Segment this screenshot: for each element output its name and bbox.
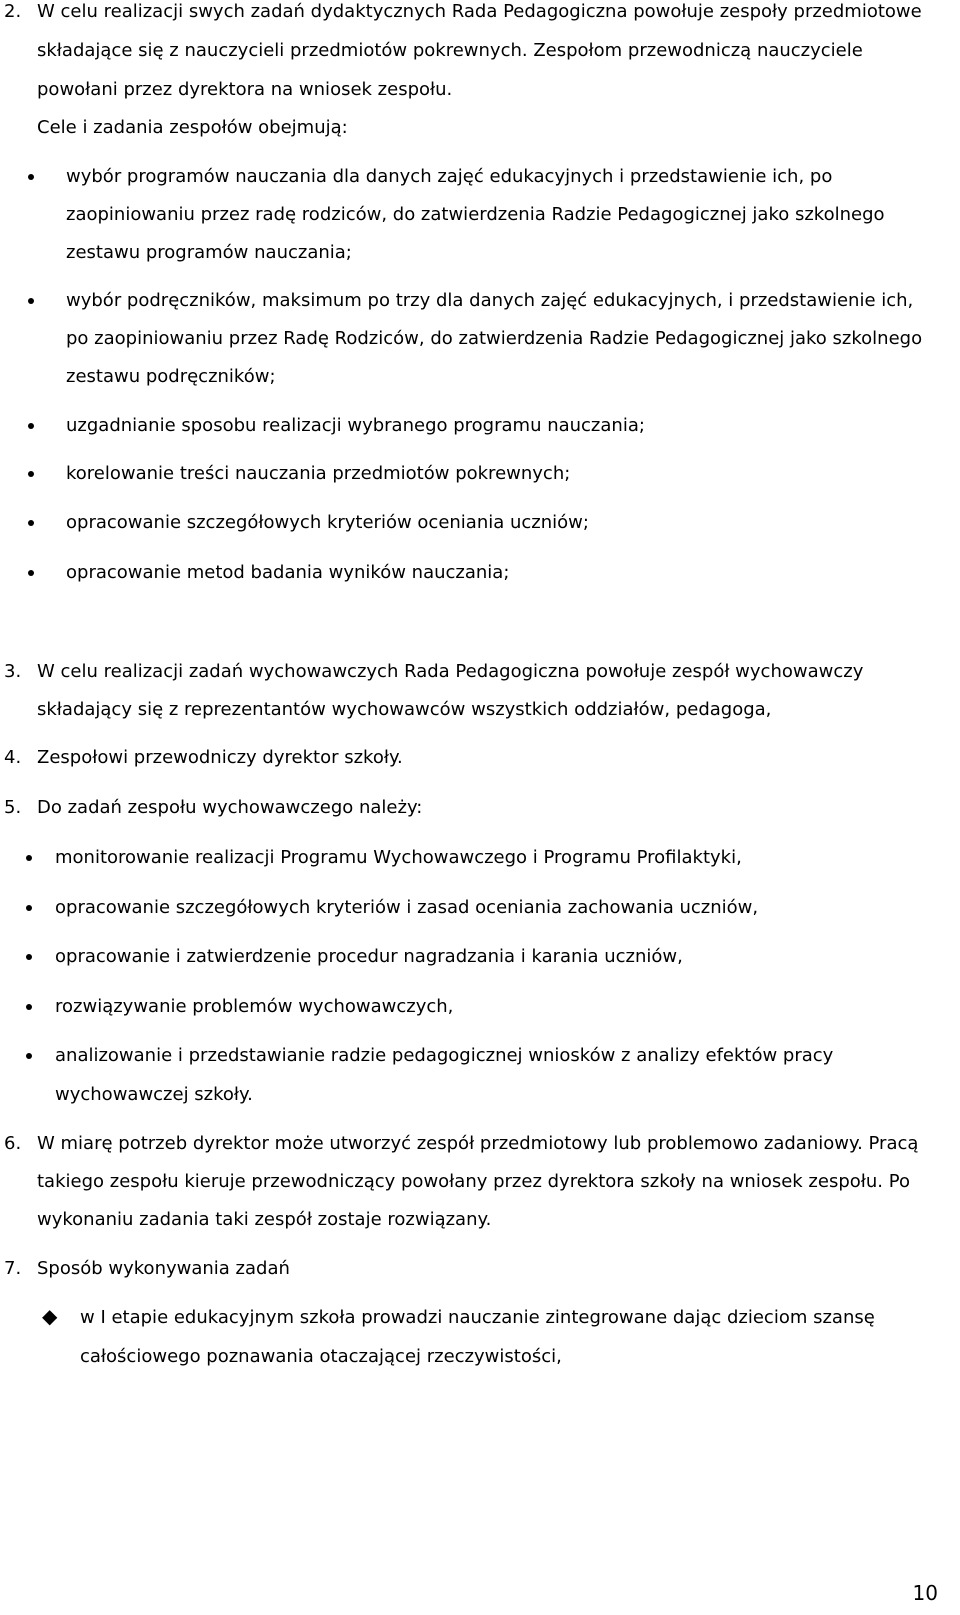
paragraph-line: składające się z nauczycieli przedmiotów pokrewnych. Zespołom przewodniczą nauczyciele xyxy=(37,40,863,61)
page-number: 10 xyxy=(912,1581,938,1605)
item-number: 3. xyxy=(4,661,22,682)
paragraph-line: powołani przez dyrektora na wniosek zespołu. xyxy=(37,79,453,100)
bullet-line: zestawu programów nauczania; xyxy=(66,242,352,263)
bullet-dot-icon xyxy=(26,1004,32,1010)
subheading: Cele i zadania zespołów obejmują: xyxy=(37,117,348,138)
bullet-dot-icon xyxy=(28,570,34,576)
bullet-dot-icon xyxy=(26,855,32,861)
bullet-line: rozwiązywanie problemów wychowawczych, xyxy=(55,996,454,1017)
paragraph-line: Zespołowi przewodniczy dyrektor szkoły. xyxy=(37,747,403,768)
bullet-dot-icon xyxy=(28,298,34,304)
paragraph-line: W miarę potrzeb dyrektor może utworzyć zespół przedmiotowy lub problemowo zadaniowy. Pracą xyxy=(37,1133,919,1154)
bullet-line: w I etapie edukacyjnym szkoła prowadzi nauczanie zintegrowane dając dzieciom szansę xyxy=(80,1307,875,1328)
paragraph-line: Do zadań zespołu wychowawczego należy: xyxy=(37,797,423,818)
bullet-dot-icon xyxy=(26,954,32,960)
paragraph-line: takiego zespołu kieruje przewodniczący powołany przez dyrektora szkoły na wniosek zespołu. Po xyxy=(37,1171,910,1192)
bullet-line: opracowanie i zatwierdzenie procedur nagradzania i karania uczniów, xyxy=(55,946,683,967)
bullet-line: analizowanie i przedstawianie radzie pedagogicznej wniosków z analizy efektów pracy xyxy=(55,1045,834,1066)
item-number: 5. xyxy=(4,797,22,818)
bullet-line: wychowawczej szkoły. xyxy=(55,1084,253,1105)
item-number: 4. xyxy=(4,747,22,768)
bullet-dot-icon xyxy=(28,174,34,180)
bullet-line: korelowanie treści nauczania przedmiotów pokrewnych; xyxy=(66,463,571,484)
bullet-line: zestawu podręczników; xyxy=(66,366,276,387)
paragraph-line: Sposób wykonywania zadań xyxy=(37,1258,290,1279)
paragraph-line: W celu realizacji zadań wychowawczych Rada Pedagogiczna powołuje zespół wychowawczy xyxy=(37,661,864,682)
bullet-line: po zaopiniowaniu przez Radę Rodziców, do zatwierdzenia Radzie Pedagogicznej jako szkolnego xyxy=(66,328,923,349)
bullet-dot-icon xyxy=(26,905,32,911)
bullet-line: opracowanie szczegółowych kryteriów oceniania uczniów; xyxy=(66,512,589,533)
bullet-line: opracowanie szczegółowych kryteriów i zasad oceniania zachowania uczniów, xyxy=(55,897,759,918)
bullet-dot-icon xyxy=(28,520,34,526)
bullet-line: całościowego poznawania otaczającej rzeczywistości, xyxy=(80,1346,562,1367)
bullet-line: monitorowanie realizacji Programu Wychowawczego i Programu Profilaktyki, xyxy=(55,847,742,868)
bullet-dot-icon xyxy=(26,1053,32,1059)
item-number: 2. xyxy=(4,1,22,22)
bullet-line: uzgadnianie sposobu realizacji wybranego programu nauczania; xyxy=(66,415,645,436)
diamond-bullet-icon: ◆ xyxy=(42,1304,58,1328)
paragraph-line: wykonaniu zadania taki zespół zostaje rozwiązany. xyxy=(37,1209,492,1230)
bullet-line: wybór podręczników, maksimum po trzy dla danych zajęć edukacyjnych, i przedstawienie ich, xyxy=(66,290,914,311)
bullet-line: wybór programów nauczania dla danych zajęć edukacyjnych i przedstawienie ich, po xyxy=(66,166,833,187)
item-number: 6. xyxy=(4,1133,22,1154)
bullet-dot-icon xyxy=(28,423,34,429)
bullet-line: opracowanie metod badania wyników nauczania; xyxy=(66,562,510,583)
bullet-dot-icon xyxy=(28,471,34,477)
paragraph-line: W celu realizacji swych zadań dydaktycznych Rada Pedagogiczna powołuje zespoły przedmiotowe xyxy=(37,1,922,22)
bullet-line: zaopiniowaniu przez radę rodziców, do zatwierdzenia Radzie Pedagogicznej jako szkolnego xyxy=(66,204,885,225)
paragraph-line: składający się z reprezentantów wychowawców wszystkich oddziałów, pedagoga, xyxy=(37,699,772,720)
item-number: 7. xyxy=(4,1258,22,1279)
